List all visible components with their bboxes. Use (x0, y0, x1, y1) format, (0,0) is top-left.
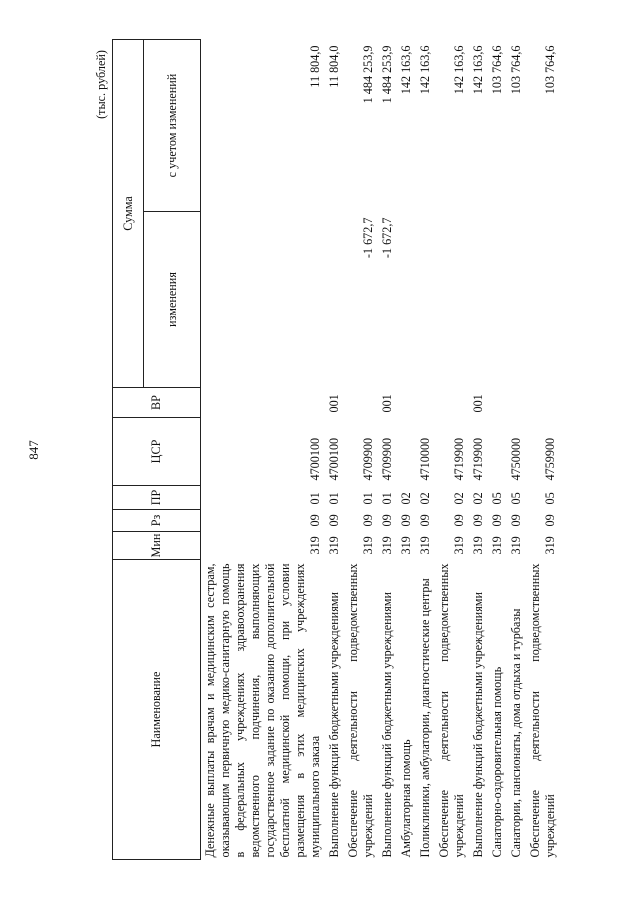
row-csr: 4719900 (452, 437, 466, 481)
row-min: 319 (452, 536, 466, 555)
row-rz: 09 (418, 514, 432, 527)
row-vr: 001 (471, 394, 485, 413)
row-min: 319 (543, 536, 557, 555)
row-pr: 02 (471, 492, 485, 505)
row-min: 319 (327, 536, 341, 555)
row-csr: 4719900 (471, 437, 485, 481)
row-pr: 01 (361, 492, 375, 505)
units-label: (тыс. рублей) (94, 50, 108, 119)
row-vr (201, 388, 326, 418)
row-rz: 09 (543, 514, 557, 527)
row-vr (435, 388, 469, 418)
row-min: 319 (308, 536, 322, 555)
row-min: 319 (380, 536, 394, 555)
header-pr: ПР (113, 486, 201, 510)
row-csr (488, 418, 507, 486)
row-min: 319 (490, 536, 504, 555)
row-vr: 001 (327, 394, 341, 413)
row-change (416, 212, 435, 388)
table-row (526, 39, 560, 859)
row-name: Поликлиники, амбулатории, диагностические центры (418, 578, 432, 858)
row-change: -1 672,7 (380, 217, 394, 259)
row-pr: 05 (509, 492, 523, 505)
row-total: 142 163,6 (452, 45, 466, 95)
row-total: 142 163,6 (418, 45, 432, 95)
row-total: 142 163,6 (471, 45, 485, 95)
row-name: Обеспечение деятельности подведомственных учреждений (528, 563, 557, 858)
row-min: 319 (509, 536, 523, 555)
row-rz: 09 (509, 514, 523, 527)
row-csr: 4700100 (308, 437, 322, 481)
table-row (488, 39, 507, 859)
row-rz: 09 (452, 514, 466, 527)
row-name: Амбулаторная помощь (399, 739, 413, 858)
row-min: 319 (418, 536, 432, 555)
row-csr: 4709900 (380, 437, 394, 481)
row-csr: 4759900 (543, 437, 557, 481)
row-rz: 09 (327, 514, 341, 527)
row-name: Выполнение функций бюджетными учреждениями (380, 591, 394, 858)
table-row (378, 39, 397, 859)
row-name: Выполнение функций бюджетными учреждениями (327, 591, 341, 858)
row-pr: 01 (380, 492, 394, 505)
row-change (201, 212, 326, 388)
row-change (526, 212, 560, 388)
row-pr: 02 (418, 492, 432, 505)
row-vr (397, 388, 416, 418)
row-total: 103 764,6 (509, 45, 523, 95)
row-min: 319 (399, 536, 413, 555)
row-name: Обеспечение деятельности подведомственных учреждений (437, 563, 466, 858)
row-csr: 4709900 (361, 437, 375, 481)
row-name: Обеспечение деятельности подведомственных учреждений (346, 563, 375, 858)
row-name: Санатории, пансионаты, дома отдыха и турбазы (509, 608, 523, 858)
row-change (469, 212, 488, 388)
table-row (435, 39, 469, 859)
header-vr: ВР (113, 388, 201, 418)
row-min: 319 (471, 536, 485, 555)
header-min: Мин (113, 532, 201, 560)
row-total: 1 484 253,9 (361, 45, 375, 104)
table-row (416, 39, 435, 859)
row-vr (526, 388, 560, 418)
row-csr (397, 418, 416, 486)
row-total: 103 764,6 (490, 45, 504, 95)
row-name: Выполнение функций бюджетными учреждениями (471, 591, 485, 858)
row-min: 319 (361, 536, 375, 555)
row-rz: 09 (380, 514, 394, 527)
row-pr: 05 (543, 492, 557, 505)
row-total: 103 764,6 (543, 45, 557, 95)
table-row (201, 39, 326, 859)
row-pr: 01 (308, 492, 322, 505)
row-name: Денежные выплаты врачам и медицинским сестрам, оказывающим первичную медико-санитарную помощь в федеральных учреждениях здравоохранения ведомственного подчинения, выполняющих государственное задание по оказанию дополнительной бесплатной медицинской помощи, при условии размещения в этих медицинских учреждениях муниципального заказа (203, 563, 322, 858)
row-change (507, 212, 526, 388)
row-total: 142 163,6 (399, 45, 413, 95)
row-pr: 01 (327, 492, 341, 505)
rotated-budget-page (92, 40, 562, 860)
row-change (435, 212, 469, 388)
row-vr (488, 388, 507, 418)
header-rz: Рз (113, 510, 201, 532)
row-rz: 09 (361, 514, 375, 527)
row-total: 11 804,0 (327, 45, 341, 88)
row-rz: 09 (490, 514, 504, 527)
row-change (488, 212, 507, 388)
table-row (344, 39, 378, 859)
row-change (325, 212, 344, 388)
row-vr: 001 (380, 394, 394, 413)
row-total: 11 804,0 (308, 45, 322, 88)
row-pr: 02 (452, 492, 466, 505)
row-rz: 09 (399, 514, 413, 527)
row-vr (416, 388, 435, 418)
row-csr: 4700100 (327, 437, 341, 481)
table-row (397, 39, 416, 859)
budget-table (112, 39, 560, 860)
table-row (325, 39, 344, 859)
row-vr (507, 388, 526, 418)
page-number: 847 (26, 440, 41, 460)
row-pr: 05 (490, 492, 504, 505)
row-vr (344, 388, 378, 418)
row-pr: 02 (399, 492, 413, 505)
row-rz: 09 (471, 514, 485, 527)
table-body (201, 39, 561, 859)
table-row (507, 39, 526, 859)
header-csr: ЦСР (113, 418, 201, 486)
row-csr: 4750000 (509, 437, 523, 481)
row-total: 1 484 253,9 (380, 45, 394, 104)
row-rz: 09 (308, 514, 322, 527)
row-change: -1 672,7 (361, 217, 375, 259)
row-change (397, 212, 416, 388)
header-sum: Сумма (113, 39, 144, 387)
table-row (469, 39, 488, 859)
header-name: Наименование (113, 560, 201, 860)
row-name: Санаторно-оздоровительная помощь (490, 666, 504, 858)
header-change: изменения (144, 212, 201, 388)
row-csr: 4710000 (418, 437, 432, 481)
header-with-changes: с учетом изменений (144, 39, 201, 211)
